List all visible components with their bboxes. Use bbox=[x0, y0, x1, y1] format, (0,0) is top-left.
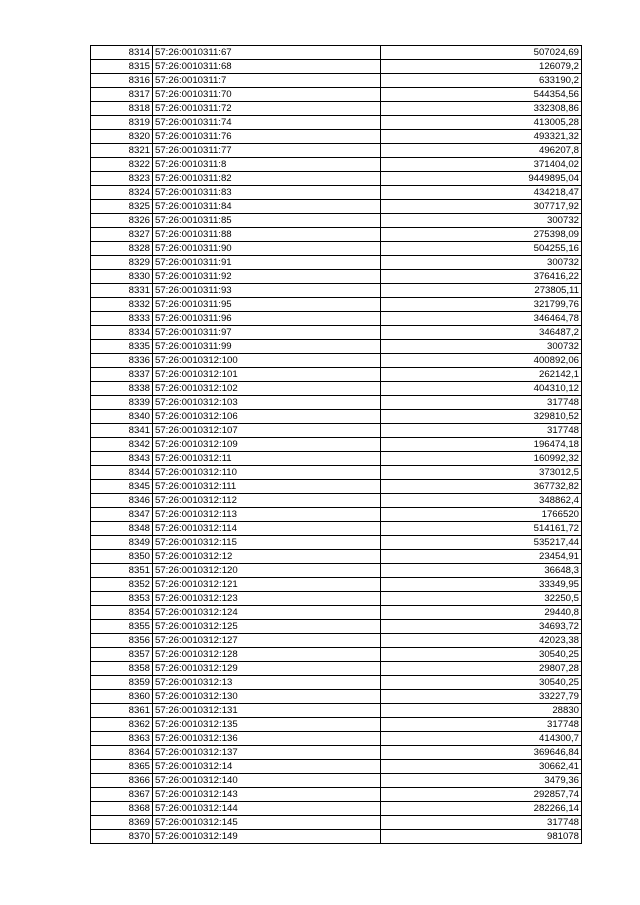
cadastral-value-cell: 160992,32 bbox=[381, 452, 582, 466]
row-number-cell: 8370 bbox=[91, 830, 153, 844]
row-number-cell: 8346 bbox=[91, 494, 153, 508]
row-number-cell: 8324 bbox=[91, 186, 153, 200]
cadastral-value-cell: 28830 bbox=[381, 704, 582, 718]
row-number-cell: 8363 bbox=[91, 732, 153, 746]
row-number-cell: 8359 bbox=[91, 676, 153, 690]
row-number-cell: 8337 bbox=[91, 368, 153, 382]
table-row bbox=[91, 368, 582, 382]
table-row bbox=[91, 74, 582, 88]
cadastral-number-cell: 57:26:0010311:95 bbox=[153, 298, 381, 312]
table-row bbox=[91, 452, 582, 466]
table-row bbox=[91, 200, 582, 214]
row-number-cell: 8332 bbox=[91, 298, 153, 312]
cadastral-value-cell: 346464,78 bbox=[381, 312, 582, 326]
table-row bbox=[91, 186, 582, 200]
row-number-cell: 8343 bbox=[91, 452, 153, 466]
cadastral-number-cell: 57:26:0010311:68 bbox=[153, 60, 381, 74]
cadastral-value-cell: 29440,8 bbox=[381, 606, 582, 620]
row-number-cell: 8366 bbox=[91, 774, 153, 788]
row-number-cell: 8345 bbox=[91, 480, 153, 494]
cadastral-value-cell: 434218,47 bbox=[381, 186, 582, 200]
cadastral-number-cell: 57:26:0010311:82 bbox=[153, 172, 381, 186]
cadastral-number-cell: 57:26:0010312:107 bbox=[153, 424, 381, 438]
table-row bbox=[91, 662, 582, 676]
table-row bbox=[91, 382, 582, 396]
row-number-cell: 8328 bbox=[91, 242, 153, 256]
cadastral-value-cell: 33349,95 bbox=[381, 578, 582, 592]
row-number-cell: 8320 bbox=[91, 130, 153, 144]
row-number-cell: 8347 bbox=[91, 508, 153, 522]
table-row bbox=[91, 130, 582, 144]
cadastral-number-cell: 57:26:0010312:12 bbox=[153, 550, 381, 564]
cadastral-value-cell: 514161,72 bbox=[381, 522, 582, 536]
table-row bbox=[91, 634, 582, 648]
row-number-cell: 8358 bbox=[91, 662, 153, 676]
table-row bbox=[91, 816, 582, 830]
cadastral-value-cell: 371404,02 bbox=[381, 158, 582, 172]
cadastral-value-cell: 633190,2 bbox=[381, 74, 582, 88]
cadastral-value-cell: 369646,84 bbox=[381, 746, 582, 760]
cadastral-number-cell: 57:26:0010312:144 bbox=[153, 802, 381, 816]
row-number-cell: 8340 bbox=[91, 410, 153, 424]
cadastral-number-cell: 57:26:0010311:96 bbox=[153, 312, 381, 326]
row-number-cell: 8326 bbox=[91, 214, 153, 228]
table-row bbox=[91, 298, 582, 312]
cadastral-number-cell: 57:26:0010312:109 bbox=[153, 438, 381, 452]
table-row bbox=[91, 830, 582, 844]
row-number-cell: 8364 bbox=[91, 746, 153, 760]
cadastral-value-cell: 329810,52 bbox=[381, 410, 582, 424]
cadastral-number-cell: 57:26:0010312:103 bbox=[153, 396, 381, 410]
cadastral-value-cell: 292857,74 bbox=[381, 788, 582, 802]
cadastral-number-cell: 57:26:0010312:101 bbox=[153, 368, 381, 382]
cadastral-value-cell: 36648,3 bbox=[381, 564, 582, 578]
row-number-cell: 8361 bbox=[91, 704, 153, 718]
cadastral-number-cell: 57:26:0010311:92 bbox=[153, 270, 381, 284]
cadastral-number-cell: 57:26:0010312:115 bbox=[153, 536, 381, 550]
table-row bbox=[91, 606, 582, 620]
cadastral-value-cell: 400892,06 bbox=[381, 354, 582, 368]
table-row bbox=[91, 102, 582, 116]
table-row bbox=[91, 326, 582, 340]
table-row bbox=[91, 158, 582, 172]
table-row bbox=[91, 410, 582, 424]
cadastral-value-cell: 321799,76 bbox=[381, 298, 582, 312]
cadastral-value-cell: 332308,86 bbox=[381, 102, 582, 116]
cadastral-value-cell: 307717,92 bbox=[381, 200, 582, 214]
cadastral-value-cell: 29807,28 bbox=[381, 662, 582, 676]
row-number-cell: 8323 bbox=[91, 172, 153, 186]
cadastral-value-cell: 1766520 bbox=[381, 508, 582, 522]
cadastral-value-table bbox=[90, 45, 582, 844]
row-number-cell: 8318 bbox=[91, 102, 153, 116]
row-number-cell: 8325 bbox=[91, 200, 153, 214]
cadastral-number-cell: 57:26:0010311:99 bbox=[153, 340, 381, 354]
cadastral-number-cell: 57:26:0010312:149 bbox=[153, 830, 381, 844]
cadastral-number-cell: 57:26:0010312:135 bbox=[153, 718, 381, 732]
table-row bbox=[91, 60, 582, 74]
cadastral-number-cell: 57:26:0010312:120 bbox=[153, 564, 381, 578]
cadastral-number-cell: 57:26:0010312:121 bbox=[153, 578, 381, 592]
cadastral-value-cell: 275398,09 bbox=[381, 228, 582, 242]
table-row bbox=[91, 704, 582, 718]
cadastral-number-cell: 57:26:0010311:74 bbox=[153, 116, 381, 130]
row-number-cell: 8322 bbox=[91, 158, 153, 172]
cadastral-number-cell: 57:26:0010312:124 bbox=[153, 606, 381, 620]
table-row bbox=[91, 536, 582, 550]
cadastral-value-cell: 34693,72 bbox=[381, 620, 582, 634]
row-number-cell: 8334 bbox=[91, 326, 153, 340]
cadastral-number-cell: 57:26:0010311:70 bbox=[153, 88, 381, 102]
row-number-cell: 8327 bbox=[91, 228, 153, 242]
table-row bbox=[91, 284, 582, 298]
table-row bbox=[91, 788, 582, 802]
cadastral-value-cell: 126079,2 bbox=[381, 60, 582, 74]
cadastral-number-cell: 57:26:0010311:97 bbox=[153, 326, 381, 340]
row-number-cell: 8356 bbox=[91, 634, 153, 648]
row-number-cell: 8342 bbox=[91, 438, 153, 452]
cadastral-value-cell: 404310,12 bbox=[381, 382, 582, 396]
cadastral-number-cell: 57:26:0010311:8 bbox=[153, 158, 381, 172]
cadastral-value-cell: 30540,25 bbox=[381, 676, 582, 690]
row-number-cell: 8329 bbox=[91, 256, 153, 270]
cadastral-value-cell: 23454,91 bbox=[381, 550, 582, 564]
table-row bbox=[91, 564, 582, 578]
row-number-cell: 8367 bbox=[91, 788, 153, 802]
cadastral-number-cell: 57:26:0010311:93 bbox=[153, 284, 381, 298]
cadastral-value-cell: 493321,32 bbox=[381, 130, 582, 144]
row-number-cell: 8352 bbox=[91, 578, 153, 592]
table-row bbox=[91, 242, 582, 256]
row-number-cell: 8319 bbox=[91, 116, 153, 130]
cadastral-number-cell: 57:26:0010311:84 bbox=[153, 200, 381, 214]
cadastral-value-cell: 30662,41 bbox=[381, 760, 582, 774]
table-row bbox=[91, 256, 582, 270]
cadastral-number-cell: 57:26:0010312:137 bbox=[153, 746, 381, 760]
cadastral-value-cell: 3479,36 bbox=[381, 774, 582, 788]
row-number-cell: 8341 bbox=[91, 424, 153, 438]
table-row bbox=[91, 760, 582, 774]
cadastral-number-cell: 57:26:0010312:113 bbox=[153, 508, 381, 522]
table-row bbox=[91, 312, 582, 326]
cadastral-number-cell: 57:26:0010311:90 bbox=[153, 242, 381, 256]
cadastral-value-cell: 317748 bbox=[381, 816, 582, 830]
cadastral-number-cell: 57:26:0010312:136 bbox=[153, 732, 381, 746]
row-number-cell: 8368 bbox=[91, 802, 153, 816]
row-number-cell: 8316 bbox=[91, 74, 153, 88]
cadastral-value-cell: 300732 bbox=[381, 340, 582, 354]
row-number-cell: 8354 bbox=[91, 606, 153, 620]
cadastral-value-cell: 496207,8 bbox=[381, 144, 582, 158]
table-row bbox=[91, 88, 582, 102]
table-row bbox=[91, 270, 582, 284]
cadastral-number-cell: 57:26:0010312:114 bbox=[153, 522, 381, 536]
cadastral-number-cell: 57:26:0010312:110 bbox=[153, 466, 381, 480]
table-row bbox=[91, 774, 582, 788]
cadastral-number-cell: 57:26:0010312:106 bbox=[153, 410, 381, 424]
cadastral-number-cell: 57:26:0010312:143 bbox=[153, 788, 381, 802]
cadastral-number-cell: 57:26:0010311:88 bbox=[153, 228, 381, 242]
cadastral-value-cell: 376416,22 bbox=[381, 270, 582, 284]
table-row bbox=[91, 676, 582, 690]
cadastral-value-cell: 32250,5 bbox=[381, 592, 582, 606]
row-number-cell: 8357 bbox=[91, 648, 153, 662]
cadastral-value-cell: 544354,56 bbox=[381, 88, 582, 102]
row-number-cell: 8336 bbox=[91, 354, 153, 368]
cadastral-value-cell: 42023,38 bbox=[381, 634, 582, 648]
table-row bbox=[91, 508, 582, 522]
row-number-cell: 8369 bbox=[91, 816, 153, 830]
row-number-cell: 8355 bbox=[91, 620, 153, 634]
table-row bbox=[91, 354, 582, 368]
table-row bbox=[91, 718, 582, 732]
cadastral-number-cell: 57:26:0010312:13 bbox=[153, 676, 381, 690]
cadastral-number-cell: 57:26:0010311:83 bbox=[153, 186, 381, 200]
cadastral-value-cell: 282266,14 bbox=[381, 802, 582, 816]
cadastral-number-cell: 57:26:0010312:100 bbox=[153, 354, 381, 368]
row-number-cell: 8333 bbox=[91, 312, 153, 326]
cadastral-number-cell: 57:26:0010312:11 bbox=[153, 452, 381, 466]
cadastral-number-cell: 57:26:0010312:130 bbox=[153, 690, 381, 704]
cadastral-number-cell: 57:26:0010311:77 bbox=[153, 144, 381, 158]
cadastral-value-cell: 504255,16 bbox=[381, 242, 582, 256]
table-row bbox=[91, 746, 582, 760]
cadastral-number-cell: 57:26:0010312:125 bbox=[153, 620, 381, 634]
row-number-cell: 8344 bbox=[91, 466, 153, 480]
cadastral-number-cell: 57:26:0010312:140 bbox=[153, 774, 381, 788]
cadastral-number-cell: 57:26:0010311:76 bbox=[153, 130, 381, 144]
cadastral-value-cell: 346487,2 bbox=[381, 326, 582, 340]
cadastral-value-cell: 535217,44 bbox=[381, 536, 582, 550]
cadastral-number-cell: 57:26:0010312:145 bbox=[153, 816, 381, 830]
cadastral-value-cell: 30540,25 bbox=[381, 648, 582, 662]
table-row bbox=[91, 214, 582, 228]
cadastral-value-cell: 273805,11 bbox=[381, 284, 582, 298]
cadastral-value-cell: 367732,82 bbox=[381, 480, 582, 494]
cadastral-number-cell: 57:26:0010312:111 bbox=[153, 480, 381, 494]
table-row bbox=[91, 228, 582, 242]
cadastral-number-cell: 57:26:0010312:14 bbox=[153, 760, 381, 774]
table-row bbox=[91, 144, 582, 158]
cadastral-number-cell: 57:26:0010312:131 bbox=[153, 704, 381, 718]
cadastral-number-cell: 57:26:0010312:102 bbox=[153, 382, 381, 396]
row-number-cell: 8321 bbox=[91, 144, 153, 158]
row-number-cell: 8350 bbox=[91, 550, 153, 564]
cadastral-value-cell: 317748 bbox=[381, 718, 582, 732]
table-body bbox=[91, 46, 582, 844]
row-number-cell: 8335 bbox=[91, 340, 153, 354]
row-number-cell: 8317 bbox=[91, 88, 153, 102]
table-row bbox=[91, 480, 582, 494]
row-number-cell: 8330 bbox=[91, 270, 153, 284]
cadastral-value-cell: 33227,79 bbox=[381, 690, 582, 704]
cadastral-value-cell: 300732 bbox=[381, 214, 582, 228]
cadastral-value-cell: 317748 bbox=[381, 424, 582, 438]
row-number-cell: 8331 bbox=[91, 284, 153, 298]
cadastral-number-cell: 57:26:0010312:127 bbox=[153, 634, 381, 648]
cadastral-number-cell: 57:26:0010311:91 bbox=[153, 256, 381, 270]
table-row bbox=[91, 550, 582, 564]
table-row bbox=[91, 396, 582, 410]
cadastral-number-cell: 57:26:0010312:123 bbox=[153, 592, 381, 606]
table-row bbox=[91, 424, 582, 438]
cadastral-value-cell: 262142,1 bbox=[381, 368, 582, 382]
cadastral-value-cell: 414300,7 bbox=[381, 732, 582, 746]
table-row bbox=[91, 578, 582, 592]
row-number-cell: 8362 bbox=[91, 718, 153, 732]
row-number-cell: 8353 bbox=[91, 592, 153, 606]
table-row bbox=[91, 732, 582, 746]
table-row bbox=[91, 620, 582, 634]
row-number-cell: 8348 bbox=[91, 522, 153, 536]
cadastral-value-cell: 317748 bbox=[381, 396, 582, 410]
table-row bbox=[91, 494, 582, 508]
cadastral-value-cell: 196474,18 bbox=[381, 438, 582, 452]
cadastral-number-cell: 57:26:0010311:72 bbox=[153, 102, 381, 116]
table-row bbox=[91, 438, 582, 452]
table-row bbox=[91, 340, 582, 354]
cadastral-value-cell: 348862,4 bbox=[381, 494, 582, 508]
cadastral-number-cell: 57:26:0010312:128 bbox=[153, 648, 381, 662]
row-number-cell: 8339 bbox=[91, 396, 153, 410]
row-number-cell: 8349 bbox=[91, 536, 153, 550]
row-number-cell: 8351 bbox=[91, 564, 153, 578]
cadastral-number-cell: 57:26:0010312:112 bbox=[153, 494, 381, 508]
table-row bbox=[91, 46, 582, 60]
table-row bbox=[91, 522, 582, 536]
cadastral-number-cell: 57:26:0010311:7 bbox=[153, 74, 381, 88]
cadastral-value-cell: 300732 bbox=[381, 256, 582, 270]
cadastral-value-cell: 9449895,04 bbox=[381, 172, 582, 186]
table-row bbox=[91, 802, 582, 816]
table-row bbox=[91, 116, 582, 130]
cadastral-value-cell: 507024,69 bbox=[381, 46, 582, 60]
table-row bbox=[91, 648, 582, 662]
table-row bbox=[91, 592, 582, 606]
cadastral-number-cell: 57:26:0010311:67 bbox=[153, 46, 381, 60]
row-number-cell: 8338 bbox=[91, 382, 153, 396]
row-number-cell: 8360 bbox=[91, 690, 153, 704]
cadastral-value-cell: 413005,28 bbox=[381, 116, 582, 130]
table-row bbox=[91, 690, 582, 704]
cadastral-number-cell: 57:26:0010312:129 bbox=[153, 662, 381, 676]
row-number-cell: 8314 bbox=[91, 46, 153, 60]
cadastral-number-cell: 57:26:0010311:85 bbox=[153, 214, 381, 228]
cadastral-value-cell: 981078 bbox=[381, 830, 582, 844]
row-number-cell: 8315 bbox=[91, 60, 153, 74]
cadastral-value-cell: 373012,5 bbox=[381, 466, 582, 480]
table-row bbox=[91, 172, 582, 186]
row-number-cell: 8365 bbox=[91, 760, 153, 774]
table-row bbox=[91, 466, 582, 480]
